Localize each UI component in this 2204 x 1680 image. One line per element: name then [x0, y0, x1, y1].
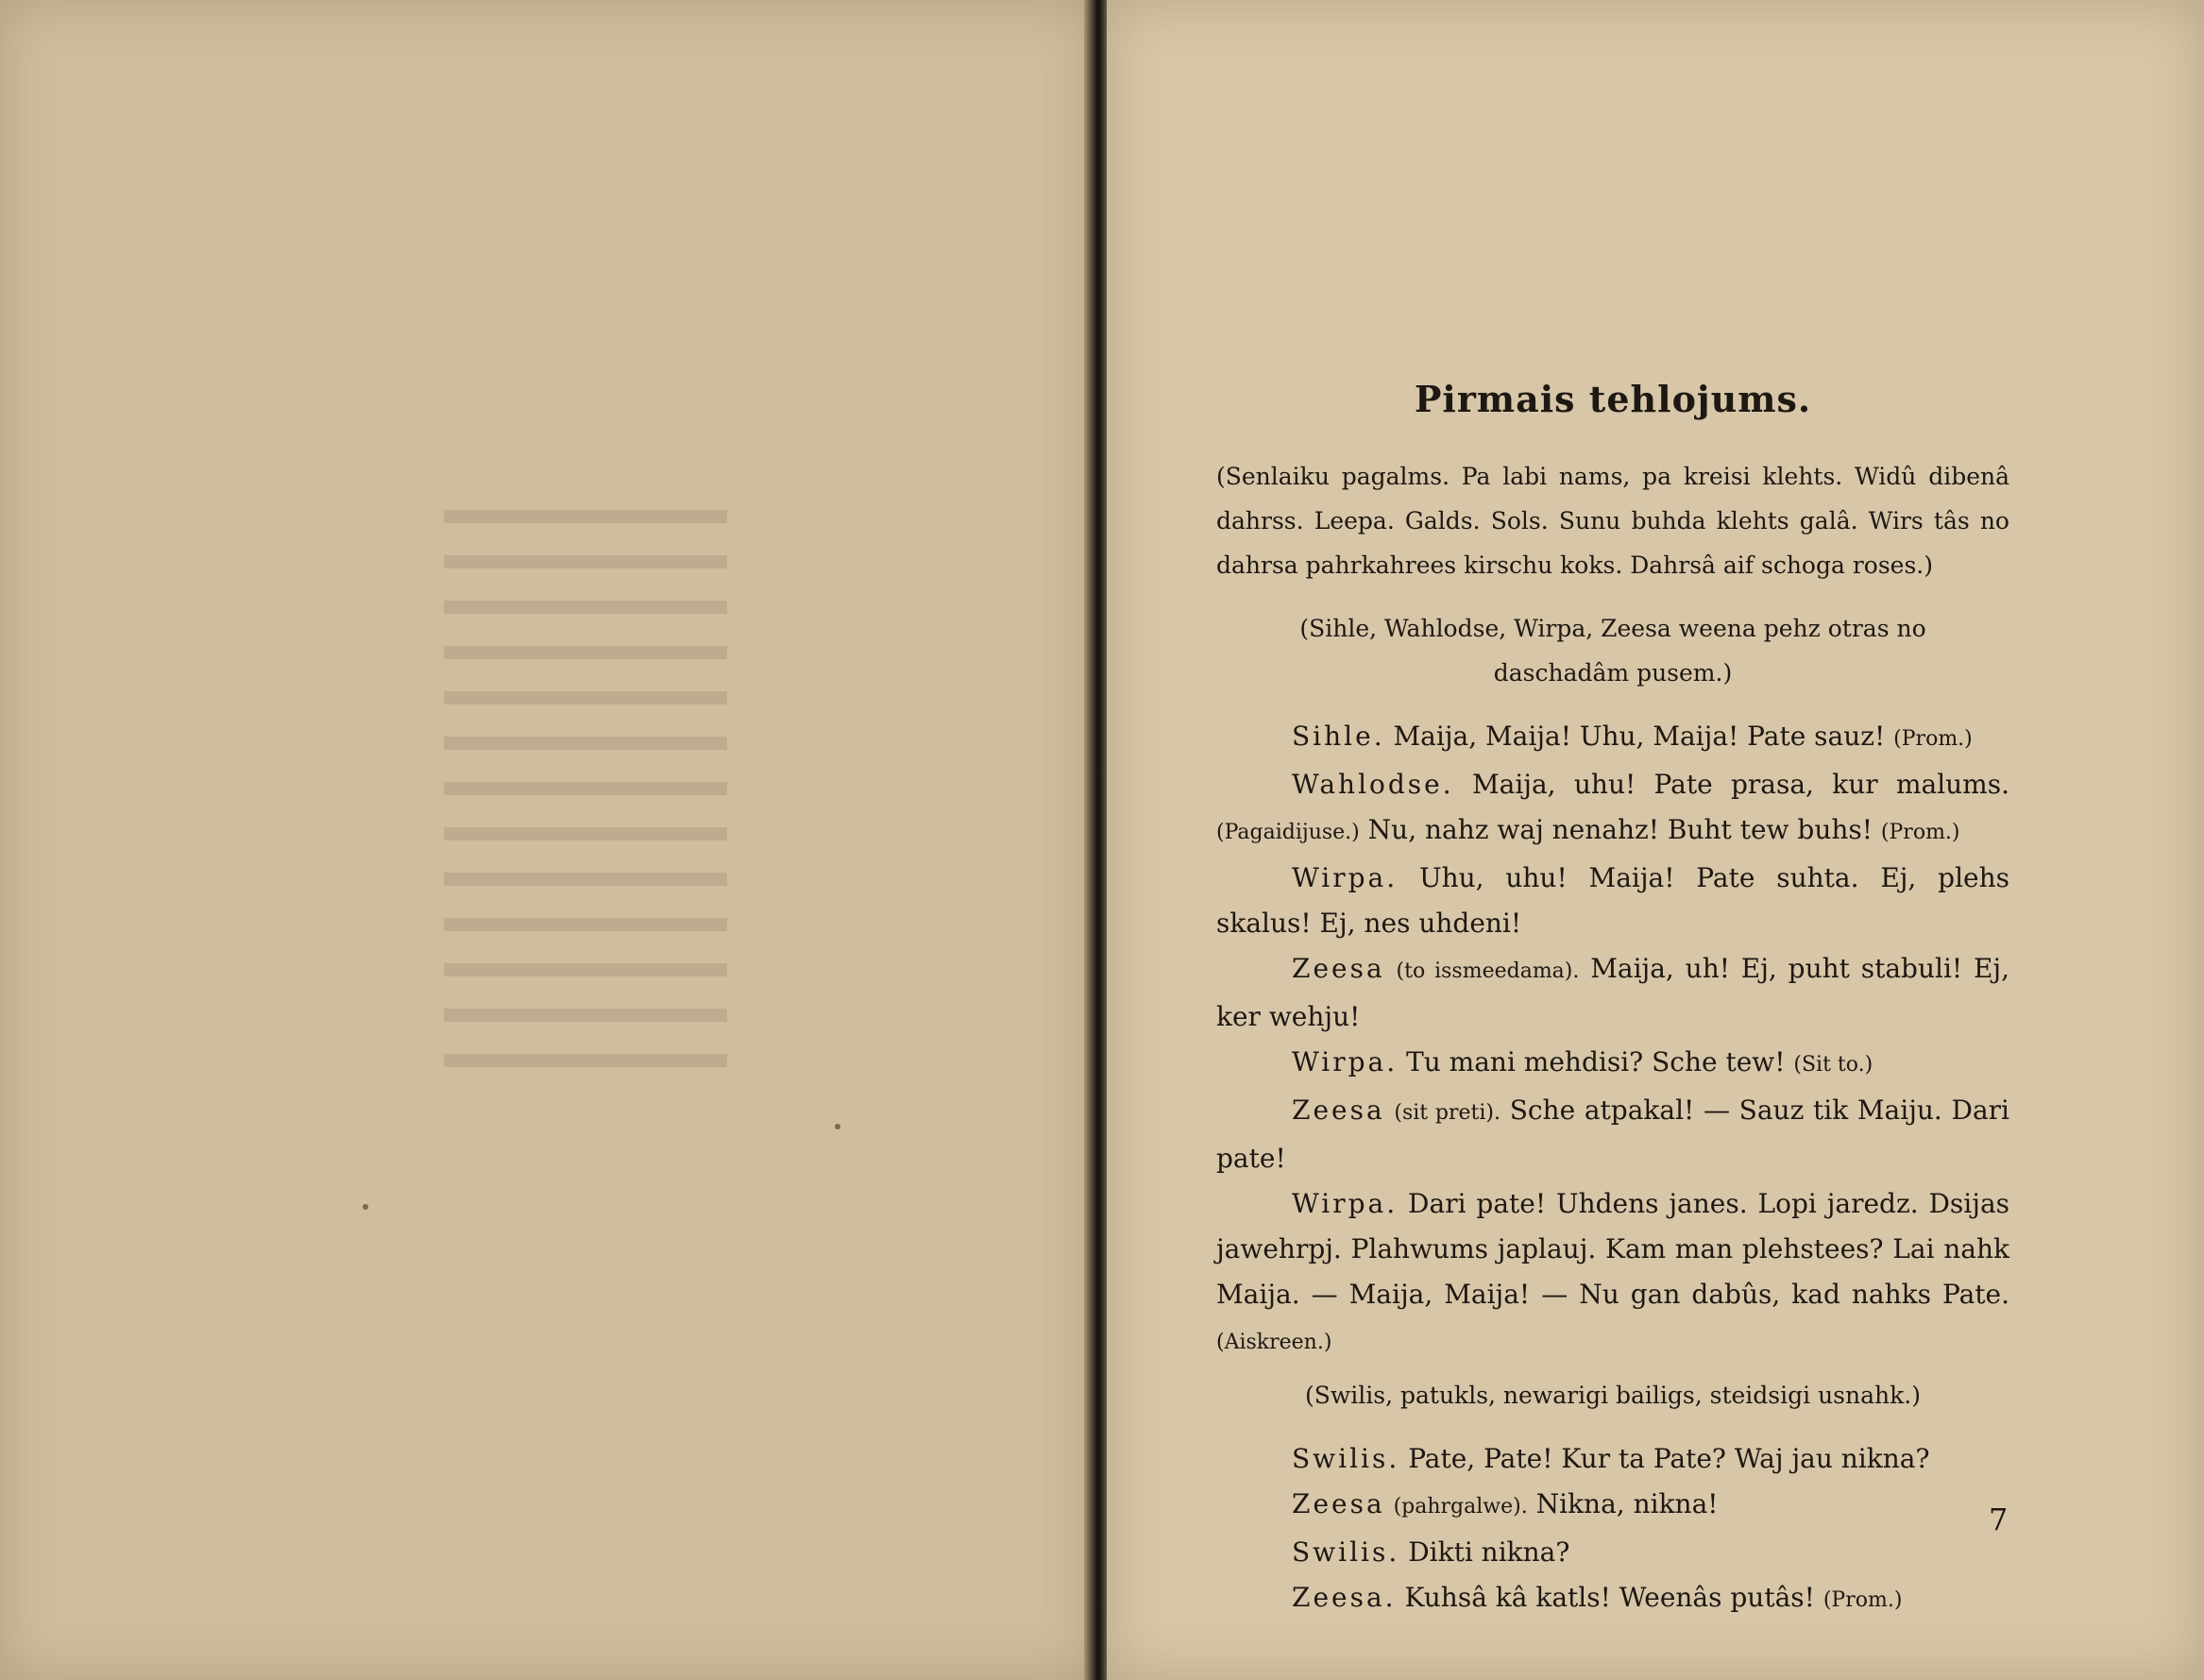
stage-direction-entry: (Swilis, patukls, newarigi bailigs, steidsigi usnahk.)	[1305, 1382, 1921, 1409]
line-text: Tu mani mehdisi? Sche tew!	[1406, 1046, 1786, 1078]
stage-direction-opening: (Senlaiku pagalms. Pa labi nams, pa kreisi klehts. Widû dibenâ dahrss. Leepa. Galds. Sols. Sunu buhda klehts galâ. Wirs tâs no dahrsa pahrkahrees kirschu koks. Dahrsâ aif schoga roses.)	[1216, 463, 2009, 579]
dialogue-line	[1216, 1482, 2009, 1530]
dialogue-line	[1216, 762, 2009, 856]
paper-speck	[363, 1204, 368, 1210]
stage-direction: (Sit to.)	[1793, 1053, 1873, 1077]
line-text: Maija, Maija! Uhu, Maija! Pate sauz!	[1393, 721, 1886, 752]
speaker-name: Wahlodse.	[1292, 769, 1454, 800]
speaker-name: Swilis.	[1292, 1536, 1400, 1568]
dialogue-line	[1216, 856, 2009, 946]
dialogue-line	[1216, 1530, 2009, 1575]
line-text: Nu, nahz waj nenahz! Buht tew buhs!	[1367, 814, 1873, 845]
page-number: 7	[1989, 1502, 2009, 1537]
paper-speck	[835, 1124, 840, 1129]
dialogue-line	[1216, 946, 2009, 1040]
speaker-name: Swilis.	[1292, 1443, 1400, 1474]
dialogue-line	[1216, 1436, 2009, 1482]
line-text: Maija, uhu! Pate prasa, kur malums.	[1471, 769, 2010, 800]
dialogue-line	[1216, 714, 2009, 762]
speaker-name: Zeesa	[1292, 1488, 1385, 1519]
line-text: Sche atpakal! — Sauz tik Maiju. Dari pate!	[1216, 1095, 2009, 1174]
line-text: Pate, Pate! Kur ta Pate? Waj jau nikna?	[1408, 1443, 1930, 1474]
stage-direction: (Prom.)	[1880, 821, 1960, 844]
line-text: Nikna, nikna!	[1535, 1488, 1719, 1519]
speaker-name: Zeesa	[1292, 1095, 1385, 1126]
dialogue-line	[1216, 1575, 2009, 1623]
stage-direction: (sit preti).	[1394, 1101, 1500, 1125]
stage-direction: (Pagaidijuse.)	[1216, 821, 1360, 844]
left-page	[0, 0, 1094, 1680]
page-text	[1216, 378, 2009, 1623]
act-title: Pirmais tehlojums.	[1414, 378, 1812, 420]
speaker-name: Zeesa	[1292, 953, 1385, 984]
line-text: Maija, uh! Ej, puht stabuli! Ej, ker wehju!	[1216, 953, 2010, 1032]
stage-direction-entry: (Sihle, Wahlodse, Wirpa, Zeesa weena pehz otras no daschadâm pusem.)	[1299, 615, 1926, 687]
speaker-name: Wirpa.	[1292, 1188, 1399, 1219]
stage-direction: (Prom.)	[1893, 727, 1973, 751]
dialogue-line	[1216, 1040, 2009, 1088]
speaker-name: Zeesa.	[1292, 1582, 1397, 1613]
line-text: Kuhsâ kâ katls! Weenâs putâs!	[1404, 1582, 1815, 1613]
dialogue-line	[1216, 1088, 2009, 1181]
stage-direction: (pahrgalwe).	[1393, 1495, 1528, 1519]
speaker-name: Wirpa.	[1292, 1046, 1399, 1078]
line-text: Dikti nikna?	[1408, 1536, 1570, 1568]
stage-direction: (Prom.)	[1823, 1588, 1903, 1612]
stage-direction: (Aiskreen.)	[1216, 1331, 1332, 1354]
dialogue-line	[1216, 1181, 2009, 1366]
speaker-name: Sihle.	[1292, 721, 1385, 752]
speaker-name: Wirpa.	[1292, 862, 1399, 893]
stage-direction: (to issmeedama).	[1396, 959, 1580, 983]
line-text: Uhu, uhu! Maija! Pate suhta. Ej, plehs skalus! Ej, nes uhdeni!	[1216, 862, 2010, 939]
line-text: Dari pate! Uhdens janes. Lopi jaredz. Dsijas jawehrpj. Plahwums japlauj. Kam man plehstees? Lai nahk Maija. — Maija, Maija! — Nu gan dabûs, kad nahks Pate.	[1216, 1188, 2010, 1310]
bleed-through-text	[444, 510, 727, 1077]
